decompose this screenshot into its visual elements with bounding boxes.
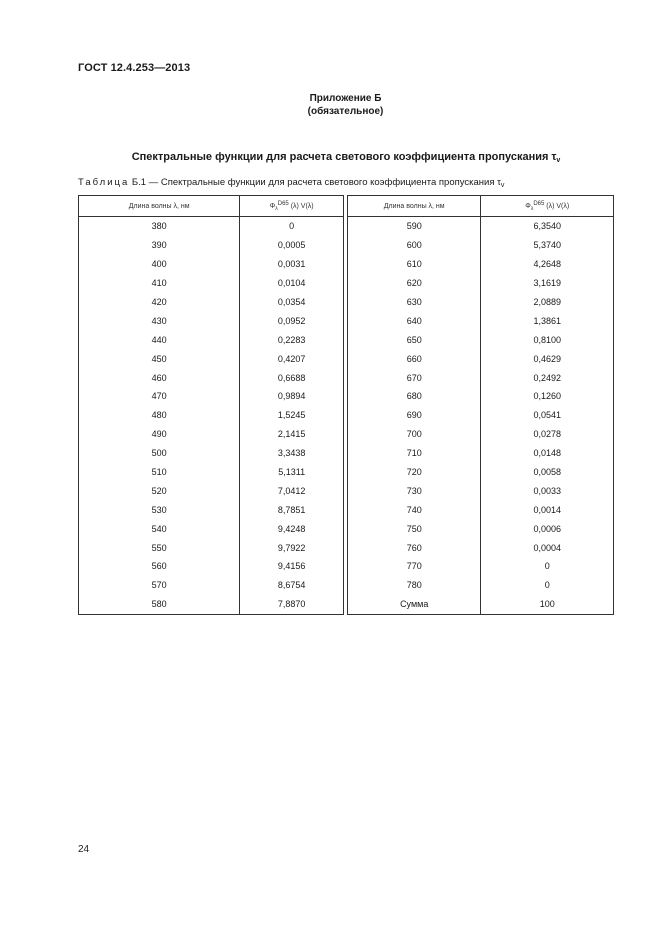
wavelength-cell: 600 bbox=[347, 236, 481, 255]
wavelength-cell: 590 bbox=[347, 217, 481, 236]
function-value-cell: 1,3861 bbox=[481, 311, 614, 330]
annex-title: Приложение Б bbox=[309, 93, 382, 104]
wavelength-cell: 730 bbox=[347, 481, 481, 500]
table-row bbox=[79, 255, 614, 274]
function-value-cell: 5,3740 bbox=[481, 236, 614, 255]
table-row bbox=[79, 217, 614, 236]
wavelength-cell: 440 bbox=[79, 330, 240, 349]
table-body bbox=[79, 217, 614, 615]
function-value-cell: 0,0541 bbox=[481, 406, 614, 425]
wavelength-cell: 450 bbox=[79, 349, 240, 368]
wavelength-cell: 720 bbox=[347, 463, 481, 482]
wavelength-cell: 580 bbox=[79, 595, 240, 614]
function-value-cell: 100 bbox=[481, 595, 614, 614]
header-function-sub: λ bbox=[275, 205, 278, 212]
table-row bbox=[79, 538, 614, 557]
wavelength-cell: Сумма bbox=[347, 595, 481, 614]
function-value-cell: 0,0354 bbox=[240, 293, 344, 312]
wavelength-cell: 630 bbox=[347, 293, 481, 312]
function-value-cell: 0,2492 bbox=[481, 368, 614, 387]
wavelength-cell: 620 bbox=[347, 274, 481, 293]
function-value-cell: 0,0004 bbox=[481, 538, 614, 557]
section-title-subscript: v bbox=[556, 157, 561, 164]
table-row bbox=[79, 500, 614, 519]
function-value-cell: 0,0952 bbox=[240, 311, 344, 330]
table-row bbox=[79, 481, 614, 500]
function-value-cell: 8,6754 bbox=[240, 576, 344, 595]
wavelength-cell: 570 bbox=[79, 576, 240, 595]
header-function-sup: D65 bbox=[533, 200, 545, 207]
function-value-cell: 9,4248 bbox=[240, 519, 344, 538]
function-value-cell: 0 bbox=[481, 557, 614, 576]
table-row bbox=[79, 463, 614, 482]
wavelength-cell: 430 bbox=[79, 311, 240, 330]
table-caption-number: Б.1 bbox=[131, 177, 147, 188]
header-function-right bbox=[481, 196, 614, 217]
function-value-cell: 6,3540 bbox=[481, 217, 614, 236]
wavelength-cell: 700 bbox=[347, 425, 481, 444]
table-row bbox=[79, 444, 614, 463]
function-value-cell: 9,4156 bbox=[240, 557, 344, 576]
function-value-cell: 0,9894 bbox=[240, 387, 344, 406]
table-row bbox=[79, 293, 614, 312]
wavelength-cell: 540 bbox=[79, 519, 240, 538]
function-value-cell: 9,7922 bbox=[240, 538, 344, 557]
wavelength-cell: 740 bbox=[347, 500, 481, 519]
wavelength-cell: 410 bbox=[79, 274, 240, 293]
function-value-cell: 2,1415 bbox=[240, 425, 344, 444]
function-value-cell: 1,5245 bbox=[240, 406, 344, 425]
wavelength-cell: 690 bbox=[347, 406, 481, 425]
function-value-cell: 3,3438 bbox=[240, 444, 344, 463]
header-function-sup: D65 bbox=[277, 200, 289, 207]
header-function-symbol: Φ bbox=[525, 202, 531, 210]
function-value-cell: 0,0104 bbox=[240, 274, 344, 293]
function-value-cell: 0,4207 bbox=[240, 349, 344, 368]
function-value-cell: 0 bbox=[481, 576, 614, 595]
function-value-cell: 4,2648 bbox=[481, 255, 614, 274]
header-wavelength-right: Длина волны λ, нм bbox=[347, 196, 481, 217]
standard-code: ГОСТ 12.4.253—2013 bbox=[78, 62, 191, 74]
function-value-cell: 0,2283 bbox=[240, 330, 344, 349]
table-caption-text: — Спектральные функции для расчета светового коэффициента пропускания τ bbox=[146, 177, 501, 188]
function-value-cell: 0,0005 bbox=[240, 236, 344, 255]
function-value-cell: 7,8870 bbox=[240, 595, 344, 614]
wavelength-cell: 640 bbox=[347, 311, 481, 330]
header-function-rest: (λ) V(λ) bbox=[288, 202, 314, 210]
wavelength-cell: 380 bbox=[79, 217, 240, 236]
wavelength-cell: 460 bbox=[79, 368, 240, 387]
section-title bbox=[78, 151, 614, 164]
header-function-rest: (λ) V(λ) bbox=[544, 202, 570, 210]
function-value-cell: 8,7851 bbox=[240, 500, 344, 519]
wavelength-cell: 510 bbox=[79, 463, 240, 482]
table-caption bbox=[78, 177, 504, 189]
wavelength-cell: 550 bbox=[79, 538, 240, 557]
wavelength-cell: 420 bbox=[79, 293, 240, 312]
wavelength-cell: 680 bbox=[347, 387, 481, 406]
table-row bbox=[79, 236, 614, 255]
function-value-cell: 0,6688 bbox=[240, 368, 344, 387]
function-value-cell: 0,0278 bbox=[481, 425, 614, 444]
function-value-cell: 0,4629 bbox=[481, 349, 614, 368]
function-value-cell: 7,0412 bbox=[240, 481, 344, 500]
table-header-row bbox=[79, 196, 614, 217]
wavelength-cell: 760 bbox=[347, 538, 481, 557]
wavelength-cell: 480 bbox=[79, 406, 240, 425]
table-caption-label: Таблица bbox=[78, 177, 130, 188]
wavelength-cell: 610 bbox=[347, 255, 481, 274]
page-number: 24 bbox=[78, 844, 90, 855]
table-row bbox=[79, 425, 614, 444]
function-value-cell: 0 bbox=[240, 217, 344, 236]
table-row bbox=[79, 330, 614, 349]
wavelength-cell: 500 bbox=[79, 444, 240, 463]
wavelength-cell: 750 bbox=[347, 519, 481, 538]
header-function-sub: λ bbox=[530, 205, 534, 212]
wavelength-cell: 650 bbox=[347, 330, 481, 349]
table-row bbox=[79, 557, 614, 576]
wavelength-cell: 710 bbox=[347, 444, 481, 463]
function-value-cell: 0,0148 bbox=[481, 444, 614, 463]
wavelength-cell: 780 bbox=[347, 576, 481, 595]
wavelength-cell: 470 bbox=[79, 387, 240, 406]
table-row bbox=[79, 576, 614, 595]
table-row bbox=[79, 406, 614, 425]
wavelength-cell: 670 bbox=[347, 368, 481, 387]
function-value-cell: 0,0058 bbox=[481, 463, 614, 482]
table-row bbox=[79, 595, 614, 614]
annex-status: (обязательное) bbox=[307, 106, 384, 117]
function-value-cell: 0,0014 bbox=[481, 500, 614, 519]
wavelength-cell: 530 bbox=[79, 500, 240, 519]
wavelength-cell: 660 bbox=[347, 349, 481, 368]
wavelength-cell: 770 bbox=[347, 557, 481, 576]
function-value-cell: 3,1619 bbox=[481, 274, 614, 293]
wavelength-cell: 520 bbox=[79, 481, 240, 500]
header-wavelength-left: Длина волны λ, нм bbox=[79, 196, 240, 217]
function-value-cell: 0,1260 bbox=[481, 387, 614, 406]
header-function-left bbox=[240, 196, 344, 217]
table-caption-subscript: v bbox=[500, 182, 505, 189]
function-value-cell: 5,1311 bbox=[240, 463, 344, 482]
table-row bbox=[79, 274, 614, 293]
wavelength-cell: 490 bbox=[79, 425, 240, 444]
function-value-cell: 0,8100 bbox=[481, 330, 614, 349]
function-value-cell: 0,0006 bbox=[481, 519, 614, 538]
table-row bbox=[79, 387, 614, 406]
table-row bbox=[79, 519, 614, 538]
table-row bbox=[79, 311, 614, 330]
wavelength-cell: 400 bbox=[79, 255, 240, 274]
table-row bbox=[79, 368, 614, 387]
table-row bbox=[79, 349, 614, 368]
wavelength-cell: 560 bbox=[79, 557, 240, 576]
spectral-functions-table bbox=[78, 195, 614, 615]
function-value-cell: 0,0031 bbox=[240, 255, 344, 274]
section-title-text: Спектральные функции для расчета светового коэффициента пропускания τ bbox=[131, 151, 557, 163]
header-function-symbol: Φ bbox=[269, 202, 276, 210]
annex-heading bbox=[0, 92, 661, 118]
function-value-cell: 0,0033 bbox=[481, 481, 614, 500]
function-value-cell: 2,0889 bbox=[481, 293, 614, 312]
wavelength-cell: 390 bbox=[79, 236, 240, 255]
